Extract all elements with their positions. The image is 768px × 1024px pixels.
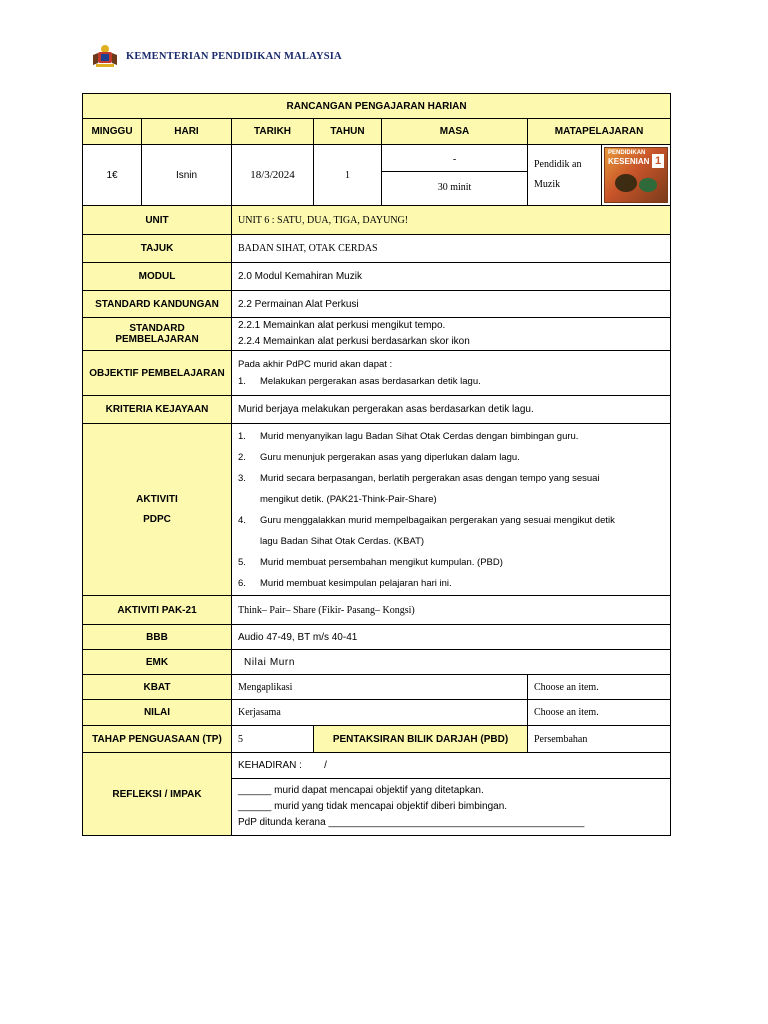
tajuk-label: TAJUK xyxy=(83,235,232,263)
sp-item: 2.2.1 Memainkan alat perkusi mengikut tempo. xyxy=(238,320,446,331)
col-minggu: MINGGU xyxy=(83,119,142,145)
masa-start: - xyxy=(382,148,527,172)
kbat-label: KBAT xyxy=(83,675,232,700)
list-item: 2. Guru menunjuk pergerakan asas yang diperlukan dalam lagu. xyxy=(238,451,520,463)
list-item: 5. Murid membuat persembahan mengikut kumpulan. (PBD) xyxy=(238,556,503,568)
list-item: 6. Murid membuat kesimpulan pelajaran hari ini. xyxy=(238,577,452,589)
textbook-cover xyxy=(602,145,671,206)
coat-of-arms-icon xyxy=(90,43,120,69)
list-item: 3. Murid secara berpasangan, berlatih pergerakan asas dengan tempo yang sesuai xyxy=(238,472,600,484)
bbb-value: Audio 47-49, BT m/s 40-41 xyxy=(232,625,671,650)
emk-value: Nilai Murn xyxy=(232,650,671,675)
hari-value: Isnin xyxy=(142,145,232,206)
col-tarikh: TARIKH xyxy=(232,119,314,145)
sk-value: 2.2 Permainan Alat Perkusi xyxy=(232,291,671,318)
modul-label: MODUL xyxy=(83,263,232,291)
refleksi-line: ______ murid yang tidak mencapai objektif diberi bimbingan. xyxy=(238,801,508,812)
refleksi-label: REFLEKSI / IMPAK xyxy=(83,753,232,836)
aktiviti-value xyxy=(232,424,671,596)
masa-cell xyxy=(382,145,528,206)
tp-label: TAHAP PENGUASAAN (TP) xyxy=(83,726,232,753)
kriteria-value: Murid berjaya melakukan pergerakan asas berdasarkan detik lagu. xyxy=(232,396,671,424)
unit-value: UNIT 6 : SATU, DUA, TIGA, DAYUNG! xyxy=(232,206,671,235)
book-title-1: PENDIDIKAN xyxy=(608,150,646,156)
sp-value xyxy=(232,318,671,351)
pak21-label: AKTIVITI PAK-21 xyxy=(83,596,232,625)
book-number: 1 xyxy=(652,154,664,168)
unit-label: UNIT xyxy=(83,206,232,235)
emk-label: EMK xyxy=(83,650,232,675)
objektif-intro: Pada akhir PdPC murid akan dapat : xyxy=(238,359,393,370)
list-item: lagu Badan Sihat Otak Cerdas. (KBAT) xyxy=(260,535,425,547)
list-item: 4. Guru menggalakkan murid mempelbagaikan pergerakan yang sesuai mengikut detik xyxy=(238,514,615,526)
nilai-value: Kerjasama xyxy=(232,700,528,726)
col-hari: HARI xyxy=(142,119,232,145)
list-item: 1. Murid menyanyikan lagu Badan Sihat Otak Cerdas dengan bimbingan guru. xyxy=(238,430,579,442)
nilai-choice-dropdown[interactable]: Choose an item. xyxy=(528,700,671,726)
objektif-label: OBJEKTIF PEMBELAJARAN xyxy=(83,351,232,396)
tarikh-value: 18/3/2024 xyxy=(232,145,314,206)
book-title-2: KESENIAN xyxy=(608,157,650,166)
textbook-image xyxy=(604,147,668,203)
kbat-value: Mengaplikasi xyxy=(232,675,528,700)
refleksi-line: ______ murid dapat mencapai objektif yang ditetapkan. xyxy=(238,785,484,796)
table-title: RANCANGAN PENGAJARAN HARIAN xyxy=(83,94,671,119)
matapelajaran-value: Pendidik an Muzik xyxy=(528,145,602,206)
ministry-name: KEMENTERIAN PENDIDIKAN MALAYSIA xyxy=(126,50,342,62)
page-header xyxy=(90,42,342,70)
col-masa: MASA xyxy=(382,119,528,145)
aktiviti-list xyxy=(238,426,664,594)
modul-value: 2.0 Modul Kemahiran Muzik xyxy=(232,263,671,291)
sk-label: STANDARD KANDUNGAN xyxy=(83,291,232,318)
tajuk-value: BADAN SIHAT, OTAK CERDAS xyxy=(232,235,671,263)
objektif-value xyxy=(232,351,671,396)
kehadiran-value: KEHADIRAN : / xyxy=(232,753,671,779)
refleksi-line: PdP ditunda kerana ______________________________________________ xyxy=(238,817,585,828)
col-matapelajaran: MATAPELAJARAN xyxy=(528,119,671,145)
kriteria-label: KRITERIA KEJAYAAN xyxy=(83,396,232,424)
nilai-label: NILAI xyxy=(83,700,232,726)
tp-value: 5 xyxy=(232,726,314,753)
aktiviti-label: AKTIVITI PDPC xyxy=(83,424,232,596)
objektif-list xyxy=(238,373,664,390)
lesson-plan-table xyxy=(82,93,671,836)
list-item: mengikut detik. (PAK21-Think-Pair-Share) xyxy=(260,493,437,505)
sp-item: 2.2.4 Memainkan alat perkusi berdasarkan skor ikon xyxy=(238,336,470,347)
tahun-value: 1 xyxy=(314,145,382,206)
pbd-label: PENTAKSIRAN BILIK DARJAH (PBD) xyxy=(314,726,528,753)
bbb-label: BBB xyxy=(83,625,232,650)
refleksi-value xyxy=(232,779,671,836)
kbat-choice-dropdown[interactable]: Choose an item. xyxy=(528,675,671,700)
list-item: 1. Melakukan pergerakan asas berdasarkan detik lagu. xyxy=(238,376,481,387)
minggu-value: 1€ xyxy=(83,145,142,206)
masa-duration: 30 minit xyxy=(437,181,472,193)
pbd-value: Persembahan xyxy=(528,726,671,753)
sp-label: STANDARD PEMBELAJARAN xyxy=(83,318,232,351)
pak21-value: Think– Pair– Share (Fikir- Pasang– Kongsi) xyxy=(232,596,671,625)
col-tahun: TAHUN xyxy=(314,119,382,145)
